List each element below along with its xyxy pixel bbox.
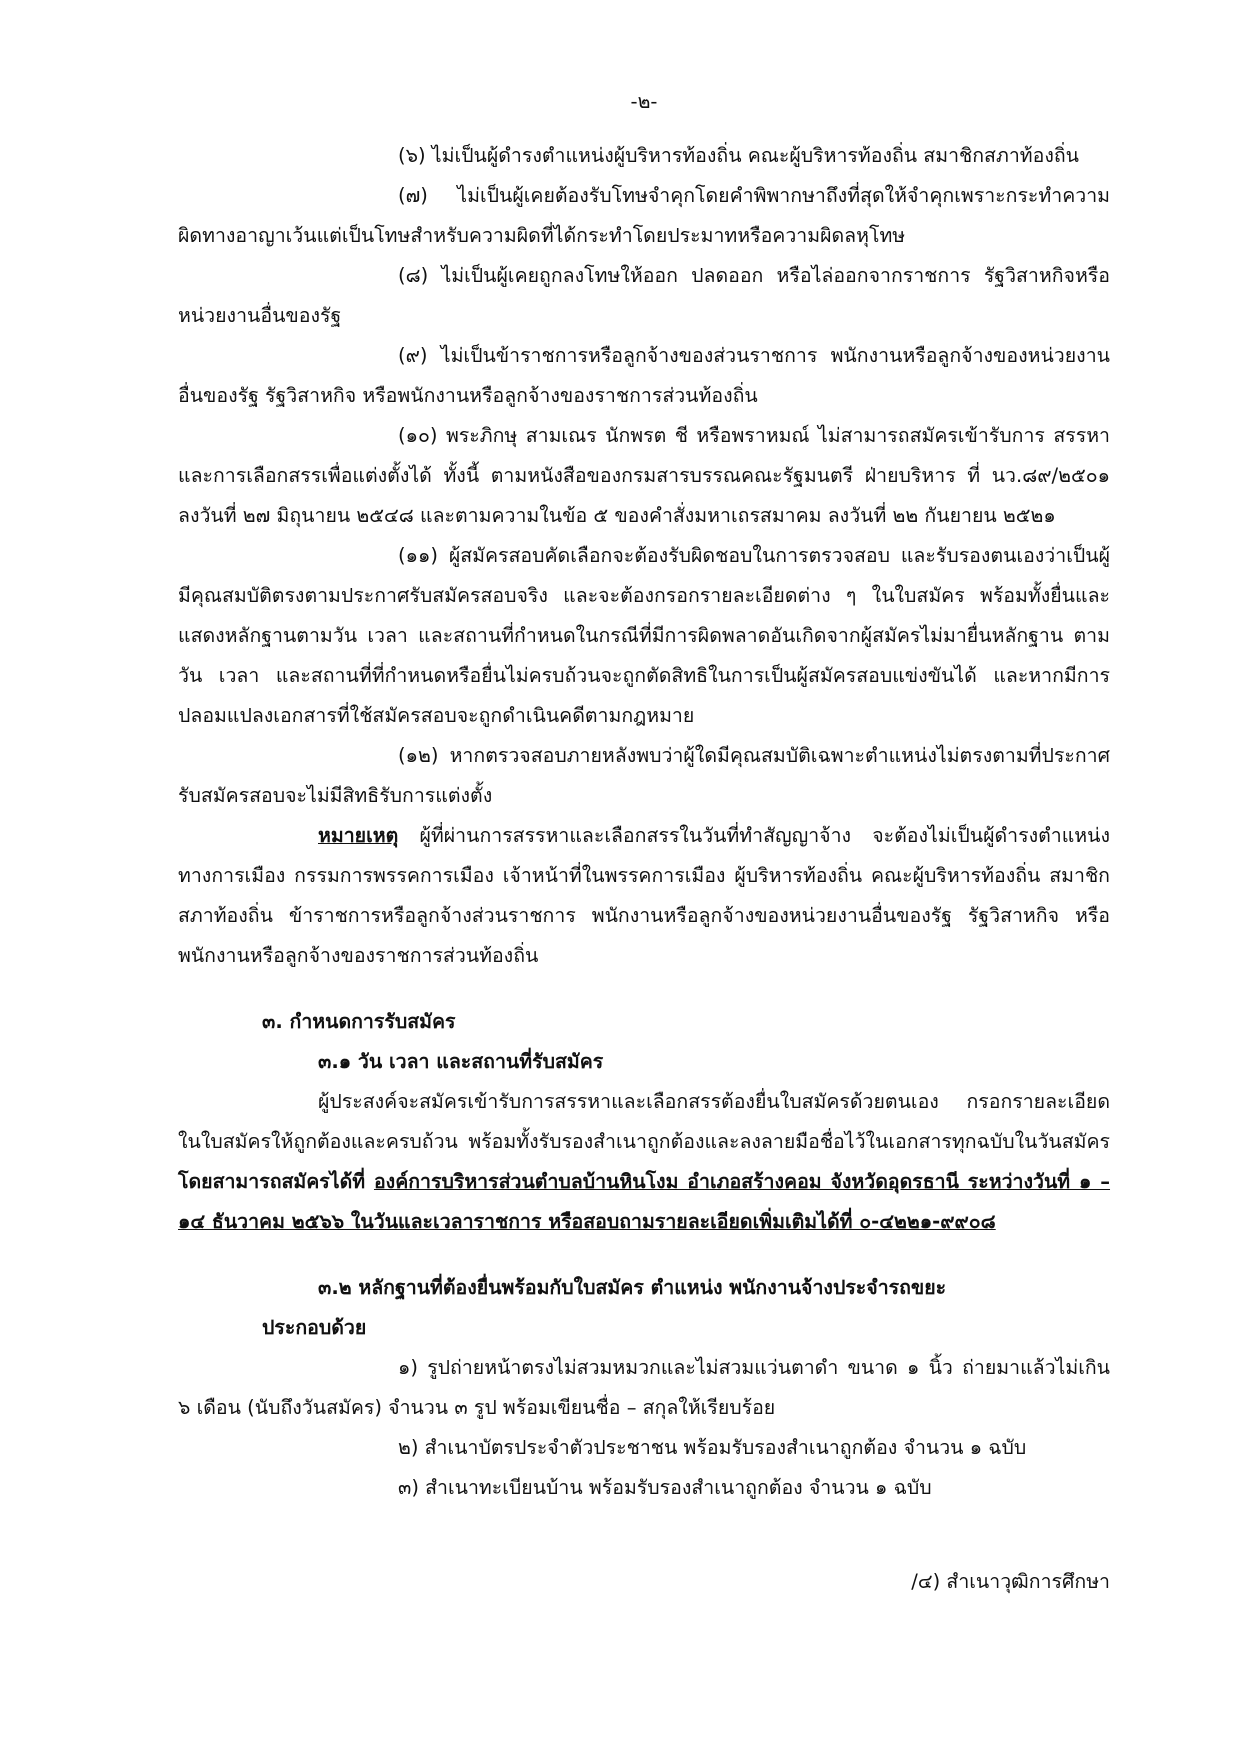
note-text: ผู้ที่ผ่านการสรรหาและเลือกสรรในวันที่ทำสัญญาจ้าง จะต้องไม่เป็นผู้ดำรงตำแหน่งทางการเมือง กรรมการพรรคการเมือง เจ้าหน้าที่ในพรรคการเมือง ผู้บริหารท้องถิ่น คณะผู้บริหารท้องถิ่น สมาชิกสภาท้องถิ่น ข้าราชการหรือลูกจ้างส่วนราชการ พนักงานหรือลูกจ้างของหน่วยงานอื่นของรัฐ รัฐวิสาหกิจ หรือพนักงานหรือลูกจ้างของราชการส่วนท้องถิ่น [178, 824, 1110, 967]
document-item-1: ๑) รูปถ่ายหน้าตรงไม่สวมหมวกและไม่สวมแว่นตาดำ ขนาด ๑ นิ้ว ถ่ายมาแล้วไม่เกิน ๖ เดือน (นับถึงวันสมัคร) จำนวน ๓ รูป พร้อมเขียนชื่อ – สกุลให้เรียบร้อย [178, 1356, 1110, 1419]
page-number: -๒- [630, 90, 658, 113]
document-item-3: ๓) สำเนาทะเบียนบ้าน พร้อมรับรองสำเนาถูกต้อง จำนวน ๑ ฉบับ [398, 1476, 932, 1499]
qualification-item-6: (๖) ไม่เป็นผู้ดำรงตำแหน่งผู้บริหารท้องถิ่น คณะผู้บริหารท้องถิ่น สมาชิกสภาท้องถิ่น [398, 144, 1079, 167]
qualification-item-12: (๑๒) หากตรวจสอบภายหลังพบว่าผู้ใดมีคุณสมบัติเฉพาะตำแหน่งไม่ตรงตามที่ประกาศรับสมัครสอบจะไม่มีสิทธิรับการแต่งตั้ง [178, 744, 1110, 807]
section-3-1-location-text: องค์การบริหารส่วนตำบลบ้านหินโงม อำเภอสร้างคอม จังหวัดอุดรธานี ระหว่างวันที่ ๑ – ๑๔ ธันวาคม ๒๕๖๖ ในวันและเวลาราชการ หรือสอบถามรายละเอียดเพิ่มเติมได้ที่ ๐-๔๒๒๑-๙๙๐๘ [178, 1170, 1111, 1233]
qualification-item-9: (๙) ไม่เป็นข้าราชการหรือลูกจ้างของส่วนราชการ พนักงานหรือลูกจ้างของหน่วยงานอื่นของรัฐ รัฐวิสาหกิจ หรือพนักงานหรือลูกจ้างของราชการส่วนท้องถิ่น [178, 344, 1110, 407]
section-3-heading: ๓. กำหนดการรับสมัคร [262, 1010, 456, 1033]
qualification-item-11: (๑๑) ผู้สมัครสอบคัดเลือกจะต้องรับผิดชอบในการตรวจสอบ และรับรองตนเองว่าเป็นผู้มีคุณสมบัติตรงตามประกาศรับสมัครสอบจริง และจะต้องกรอกรายละเอียดต่าง ๆ ในใบสมัคร พร้อมทั้งยื่นและแสดงหลักฐานตามวัน เวลา และสถานที่กำหนดในกรณีที่มีการผิดพลาดอันเกิดจากผู้สมัครไม่มายื่นหลักฐาน ตามวัน เวลา และสถานที่ที่กำหนดหรือยื่นไม่ครบถ้วนจะถูกตัดสิทธิในการเป็นผู้สมัครสอบแข่งขันได้ และหากมีการปลอมแปลงเอกสารที่ใช้สมัครสอบจะถูกดำเนินคดีตามกฎหมาย [178, 544, 1110, 727]
qualification-item-7: (๗) ไม่เป็นผู้เคยต้องรับโทษจำคุกโดยคำพิพากษาถึงที่สุดให้จำคุกเพราะกระทำความผิดทางอาญาเว้นแต่เป็นโทษสำหรับความผิดที่ได้กระทำโดยประมาทหรือความผิดลหุโทษ [178, 184, 1110, 247]
continuation-text: /๔) สำเนาวุฒิการศึกษา [911, 1570, 1110, 1593]
note-label: หมายเหตุ [318, 824, 399, 847]
section-3-1-text: ผู้ประสงค์จะสมัครเข้ารับการสรรหาและเลือกสรรต้องยื่นใบสมัครด้วยตนเอง กรอกรายละเอียดในใบสมัครให้ถูกต้องและครบถ้วน พร้อมทั้งรับรองสำเนาถูกต้องและลงลายมือชื่อไว้ในเอกสารทุกฉบับในวันสมัคร [178, 1090, 1110, 1153]
spacer [178, 1508, 1110, 1562]
section-3-2-heading-line2: ประกอบด้วย [262, 1316, 367, 1339]
spacer [178, 976, 1110, 1002]
qualification-item-10: (๑๐) พระภิกษุ สามเณร นักพรต ชี หรือพราหมณ์ ไม่สามารถสมัครเข้ารับการ สรรหาและการเลือกสรรเพื่อแต่งตั้งได้ ทั้งนี้ ตามหนังสือของกรมสารบรรณคณะรัฐมนตรี ฝ่ายบริหาร ที่ นว.๘๙/๒๕๐๑ ลงวันที่ ๒๗ มิถุนายน ๒๕๔๘ และตามความในข้อ ๕ ของคำสั่งมหาเถรสมาคม ลงวันที่ ๒๒ กันยายน ๒๕๒๑ [178, 424, 1110, 527]
qualification-item-8: (๘) ไม่เป็นผู้เคยถูกลงโทษให้ออก ปลดออก หรือไล่ออกจากราชการ รัฐวิสาหกิจหรือหน่วยงานอื่นของรัฐ [178, 264, 1110, 327]
document-item-2: ๒) สำเนาบัตรประจำตัวประชาชน พร้อมรับรองสำเนาถูกต้อง จำนวน ๑ ฉบับ [398, 1436, 1027, 1459]
section-3-2-heading: ๓.๒ หลักฐานที่ต้องยื่นพร้อมกับใบสมัคร ตำแหน่ง พนักงานจ้างประจำรถขยะ [318, 1276, 947, 1299]
note-paragraph [178, 816, 1110, 976]
section-3-1-heading: ๓.๑ วัน เวลา และสถานที่รับสมัคร [318, 1050, 604, 1073]
spacer [178, 1242, 1110, 1268]
section-3-1-paragraph [178, 1082, 1110, 1242]
section-3-1-bold-text: โดยสามารถสมัครได้ที่ [178, 1170, 374, 1193]
